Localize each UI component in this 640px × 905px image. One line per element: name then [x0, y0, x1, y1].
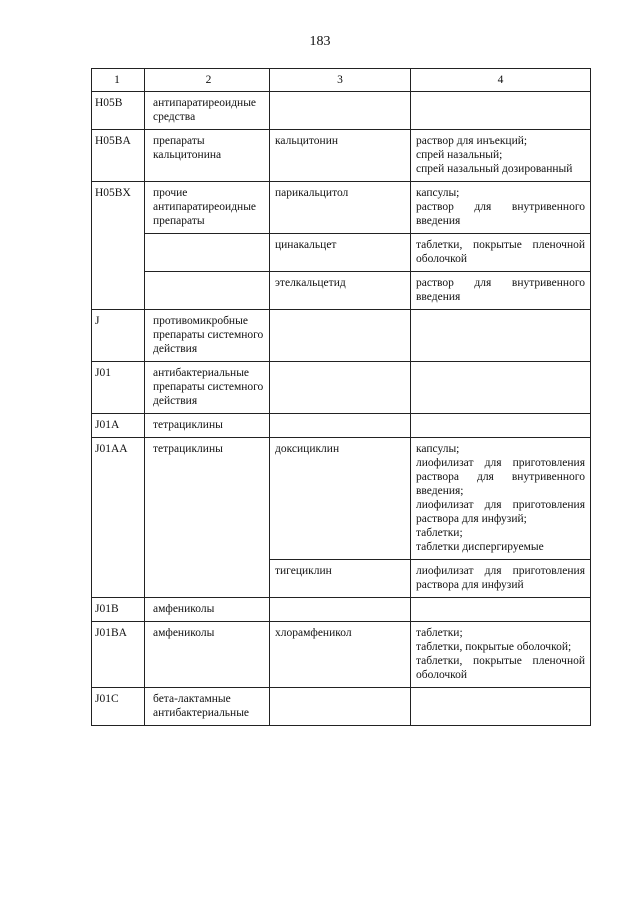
group-name: тетрациклины	[145, 414, 270, 438]
dosage-forms	[411, 130, 591, 182]
table-row	[92, 272, 591, 310]
dosage-form: таблетки диспергируемые	[416, 541, 544, 553]
group-name: препараты кальцитонина	[145, 130, 270, 182]
dosage-form: спрей назальный;	[416, 149, 503, 161]
atc-code: J01B	[92, 598, 145, 622]
atc-code: J	[92, 310, 145, 362]
atc-code: J01AA	[92, 438, 145, 598]
substance	[270, 598, 411, 622]
header-col-3: 3	[270, 69, 411, 92]
dosage-form: капсулы;	[416, 443, 460, 455]
dosage-form: таблетки, покрытые пленочной оболочкой	[416, 239, 585, 265]
atc-code: J01A	[92, 414, 145, 438]
dosage-form: раствор для инъекций;	[416, 135, 528, 147]
dosage-forms	[411, 438, 591, 560]
table-row	[92, 92, 591, 130]
table-row	[92, 130, 591, 182]
header-row	[92, 69, 591, 92]
group-name: антибактериальные препараты системного действия	[145, 362, 270, 414]
table-row	[92, 438, 591, 560]
dosage-forms	[411, 182, 591, 234]
header-col-1: 1	[92, 69, 145, 92]
substance: парикальцитол	[270, 182, 411, 234]
table-row	[92, 362, 591, 414]
dosage-form: таблетки;	[416, 627, 463, 639]
atc-code: J01BA	[92, 622, 145, 688]
dosage-form: спрей назальный дозированный	[416, 163, 573, 175]
group-name: прочие антипаратиреоидные препараты	[145, 182, 270, 234]
table-row	[92, 414, 591, 438]
substance	[270, 92, 411, 130]
group-name: амфениколы	[145, 598, 270, 622]
dosage-form: лиофилизат для приготовления раствора для внутривенного введения;	[416, 457, 585, 497]
group-name: тетрациклины	[145, 438, 270, 598]
atc-code: H05BX	[92, 182, 145, 310]
substance: хлорамфеникол	[270, 622, 411, 688]
dosage-form: лиофилизат для приготовления раствора для инфузий;	[416, 499, 585, 525]
dosage-form: таблетки;	[416, 527, 463, 539]
dosage-forms	[411, 414, 591, 438]
table-row	[92, 234, 591, 272]
dosage-forms	[411, 688, 591, 726]
group-name	[145, 234, 270, 272]
dosage-form: таблетки, покрытые пленочной оболочкой	[416, 655, 585, 681]
atc-code: J01	[92, 362, 145, 414]
substance: этелкальцетид	[270, 272, 411, 310]
atc-code: H05B	[92, 92, 145, 130]
dosage-forms	[411, 234, 591, 272]
atc-code: H05BA	[92, 130, 145, 182]
dosage-forms	[411, 362, 591, 414]
dosage-form: раствор для внутривенного введения	[416, 201, 585, 227]
group-name: амфениколы	[145, 622, 270, 688]
substance	[270, 362, 411, 414]
table-row	[92, 688, 591, 726]
substance: доксициклин	[270, 438, 411, 560]
table-row	[92, 598, 591, 622]
drug-table	[91, 68, 591, 726]
group-name	[145, 272, 270, 310]
header-col-2: 2	[145, 69, 270, 92]
dosage-forms	[411, 92, 591, 130]
table-row	[92, 310, 591, 362]
dosage-form: лиофилизат для приготовления раствора для инфузий	[416, 565, 585, 591]
dosage-form: раствор для внутривенного введения	[416, 277, 585, 303]
substance	[270, 688, 411, 726]
dosage-forms	[411, 622, 591, 688]
dosage-forms	[411, 310, 591, 362]
substance	[270, 414, 411, 438]
page-number: 183	[309, 34, 331, 49]
substance: цинакальцет	[270, 234, 411, 272]
group-name: антипаратиреоидные средства	[145, 92, 270, 130]
substance: кальцитонин	[270, 130, 411, 182]
substance: тигециклин	[270, 560, 411, 598]
dosage-forms	[411, 272, 591, 310]
dosage-form: капсулы;	[416, 187, 460, 199]
dosage-forms	[411, 560, 591, 598]
group-name: бета-лактамные антибактериальные	[145, 688, 270, 726]
group-name: противомикробные препараты системного действия	[145, 310, 270, 362]
table-row	[92, 182, 591, 234]
table-row	[92, 622, 591, 688]
dosage-form: таблетки, покрытые оболочкой;	[416, 641, 572, 653]
dosage-forms	[411, 598, 591, 622]
substance	[270, 310, 411, 362]
header-col-4: 4	[411, 69, 591, 92]
atc-code: J01C	[92, 688, 145, 726]
